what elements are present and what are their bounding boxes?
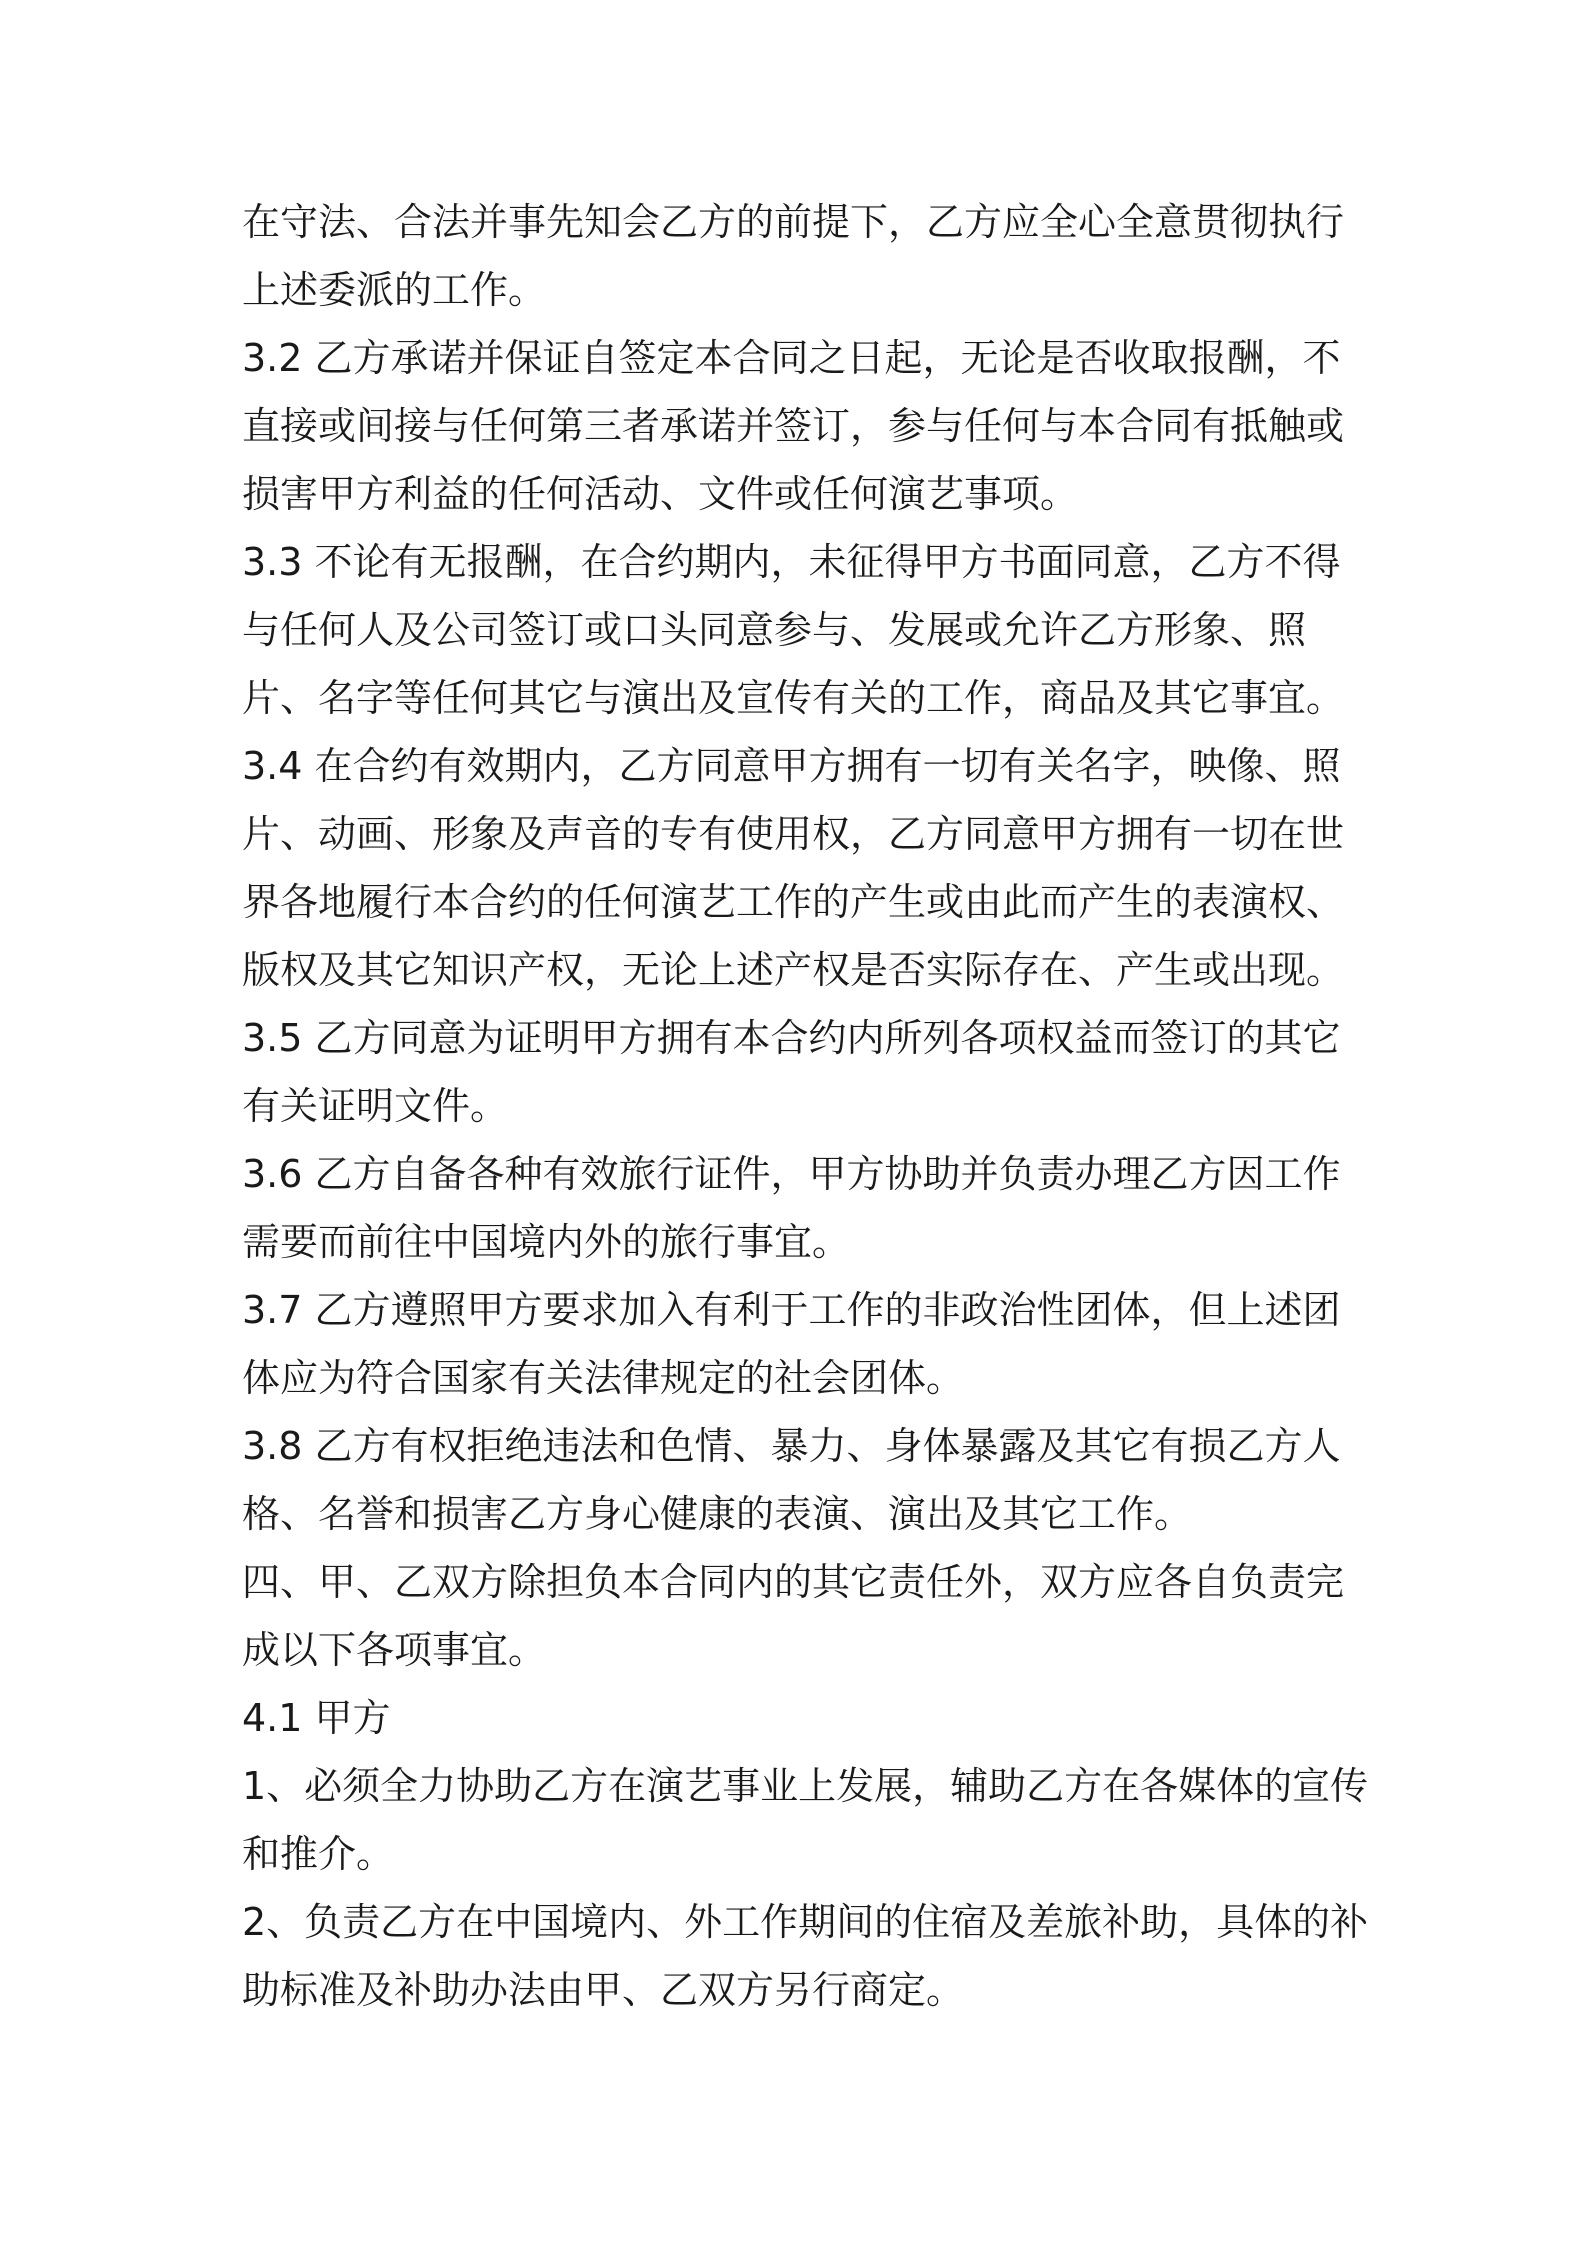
text-line-13: 3.5 乙方同意为证明甲方拥有本合约内所列各项权益而签订的其它 — [242, 1016, 1341, 1060]
text-line-15: 3.6 乙方自备各种有效旅行证件，甲方协助并负责办理乙方因工作 — [242, 1152, 1341, 1196]
text-line-26: 2、负责乙方在中国境内、外工作期间的住宿及差旅补助，具体的补 — [242, 1900, 1369, 1944]
contract-body-text — [242, 188, 1369, 2024]
text-line-3: 3.2 乙方承诺并保证自签定本合同之日起，无论是否收取报酬，不 — [242, 336, 1341, 380]
text-line-17: 3.7 乙方遵照甲方要求加入有利于工作的非政治性团体，但上述团 — [242, 1288, 1341, 1332]
text-line-10: 片、动画、形象及声音的专有使用权，乙方同意甲方拥有一切在世 — [242, 812, 1345, 856]
text-line-16: 需要而前往中国境内外的旅行事宜。 — [242, 1220, 851, 1264]
text-line-12: 版权及其它知识产权，无论上述产权是否实际存在、产生或出现。 — [242, 948, 1345, 992]
text-line-18: 体应为符合国家有关法律规定的社会团体。 — [242, 1356, 965, 1400]
text-line-24: 1、必须全力协助乙方在演艺事业上发展，辅助乙方在各媒体的宣传 — [242, 1764, 1369, 1808]
text-line-11: 界各地履行本合约的任何演艺工作的产生或由此而产生的表演权、 — [242, 880, 1345, 924]
text-line-4: 直接或间接与任何第三者承诺并签订，参与任何与本合同有抵触或 — [242, 404, 1345, 448]
text-line-1: 在守法、合法并事先知会乙方的前提下，乙方应全心全意贯彻执行 — [242, 200, 1345, 244]
text-line-21: 四、甲、乙双方除担负本合同内的其它责任外，双方应各自负责完 — [242, 1560, 1345, 1604]
text-line-2: 上述委派的工作。 — [242, 268, 547, 312]
text-line-25: 和推介。 — [242, 1832, 395, 1876]
text-line-5: 损害甲方利益的任何活动、文件或任何演艺事项。 — [242, 472, 1079, 516]
text-line-22: 成以下各项事宜。 — [242, 1628, 547, 1672]
text-line-7: 与任何人及公司签订或口头同意参与、发展或允许乙方形象、照 — [242, 608, 1307, 652]
text-line-27: 助标准及补助办法由甲、乙双方另行商定。 — [242, 1968, 965, 2012]
text-line-9: 3.4 在合约有效期内，乙方同意甲方拥有一切有关名字，映像、照 — [242, 744, 1341, 788]
text-line-8: 片、名字等任何其它与演出及宣传有关的工作，商品及其它事宜。 — [242, 676, 1345, 720]
text-line-19: 3.8 乙方有权拒绝违法和色情、暴力、身体暴露及其它有损乙方人 — [242, 1424, 1341, 1468]
text-line-23: 4.1 甲方 — [242, 1696, 391, 1740]
text-line-6: 3.3 不论有无报酬，在合约期内，未征得甲方书面同意，乙方不得 — [242, 540, 1341, 584]
text-line-14: 有关证明文件。 — [242, 1084, 509, 1128]
text-line-20: 格、名誉和损害乙方身心健康的表演、演出及其它工作。 — [242, 1492, 1193, 1536]
